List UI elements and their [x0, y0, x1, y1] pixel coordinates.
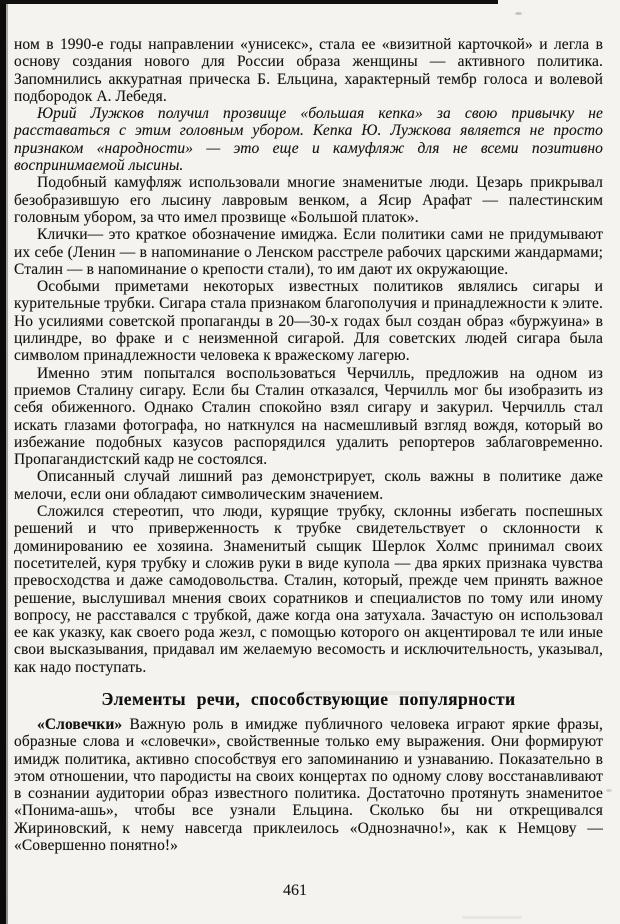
paragraph-slovechki-text: Важную роль в имидже публичного человека играют яркие фразы, образные слова и «словечки», свойственные только ему выражения. Они формируют имидж политика, активно способствуя его запоминанию и узнаванию. Показательно в этом отношении, что пародисты на своих концертах по одному слову восстанавливают в сознании аудитории образ известного политика. Достаточно протянуть знаменитое «Понима-ашь», чтобы все узнали Ельцина. Сколько бы ни открещивался Жириновский, к нему навсегда приклеилось «Однозначно!», как к Немцову — «Совершенно понятно!»	[14, 715, 603, 855]
lead-term-slovechki: «Словечки»	[37, 715, 123, 733]
paragraph-cigars: Особыми приметами некоторых известных политиков являлись сигары и курительные трубки. Сигара стала признаком благополучия и принадлежности к элите. Но усилиями советской пропаганды в 20—30-х годах был создан образ «буржуина» в цилиндре, во фраке и с неизменной сигарой. Для советских людей сигара была символом принадлежности человека к вражескому лагерю.	[14, 278, 603, 365]
paragraph-pipe-stereotype: Сложился стереотип, что люди, курящие трубку, склонны избегать поспешных решений и что приверженность к трубке свидетельствует о склонности к доминированию ее хозяина. Знаменитый сыщик Шерлок Холмс принимал своих посетителей, куря трубку и сложив руки в виде купола — два ярких признака чувства превосходства и даже самодовольства. Сталин, который, прежде чем принять важное решение, выслушивал мнения своих соратников и специалистов по тому или иному вопросу, не расставался с трубкой, даже когда она затухала. Зачастую он использовал ее как указку, как своего рода жезл, с помощью которого он акцентировал те или иные свои высказывания, придавал им желаемую весомость и исключительность, указывал, как надо поступать.	[14, 503, 603, 676]
scan-edge-left-bar	[0, 0, 6, 924]
page-text-block	[14, 36, 603, 854]
section-heading: Элементы речи, способствующие популярности	[101, 688, 516, 709]
scan-speck	[606, 789, 612, 792]
scan-edge-top-line	[0, 0, 498, 4]
paragraph-slovechki	[14, 716, 603, 854]
paragraph-symbolic-details: Описанный случай лишний раз демонстрирует, сколь важны в политике даже мелочи, если они обладают символическим значением.	[14, 468, 603, 503]
paragraph-continuation: ном в 1990-е годы направлении «унисекс», стала ее «визитной карточкой» и легла в основу создания нового для России образа женщины — активного политика. Запомнились аккуратная прическа Б. Ельцина, характерный тембр голоса и волевой подбородок А. Лебедя.	[14, 36, 603, 105]
paragraph-italic-luzhkov: Юрий Лужков получил прозвище «большая кепка» за свою привычку не расставаться с этим головным убором. Кепка Ю. Лужкова является не просто признаком «народности» — это еще и камуфляж для не всеми позитивно воспринимаемой лысины.	[14, 105, 603, 175]
paragraph-nicknames: Клички— это краткое обозначение имиджа. Если политики сами не придумывают их себе (Ленин — в напоминание о Ленском расстреле рабочих царскими жандармами; Сталин — в напоминание о крепости стали), то им дают их окружающие.	[14, 226, 603, 278]
paragraph-camouflage: Подобный камуфляж использовали многие знаменитые люди. Цезарь прикрывал безобразившую его лысину лавровым венком, а Ясир Арафат — палестинским головным убором, за что имел прозвище «Большой платок».	[14, 174, 603, 226]
scan-speck	[462, 916, 522, 919]
page-number: 461	[283, 882, 307, 899]
paragraph-churchill-stalin: Именно этим попытался воспользоваться Черчилль, предложив на одном из приемов Сталину сигару. Если бы Сталин отказался, Черчилль мог бы изобразить из себя обиженного. Однако Сталин спокойно взял сигару и закурил. Черчилль стал искать глазами фотографа, но наткнулся на насмешливый взгляд вождя, который во избежание подобных казусов распорядился удалить репортеров заблаговременно. Пропагандистский кадр не состоялся.	[14, 364, 603, 469]
scan-speck	[515, 12, 522, 15]
